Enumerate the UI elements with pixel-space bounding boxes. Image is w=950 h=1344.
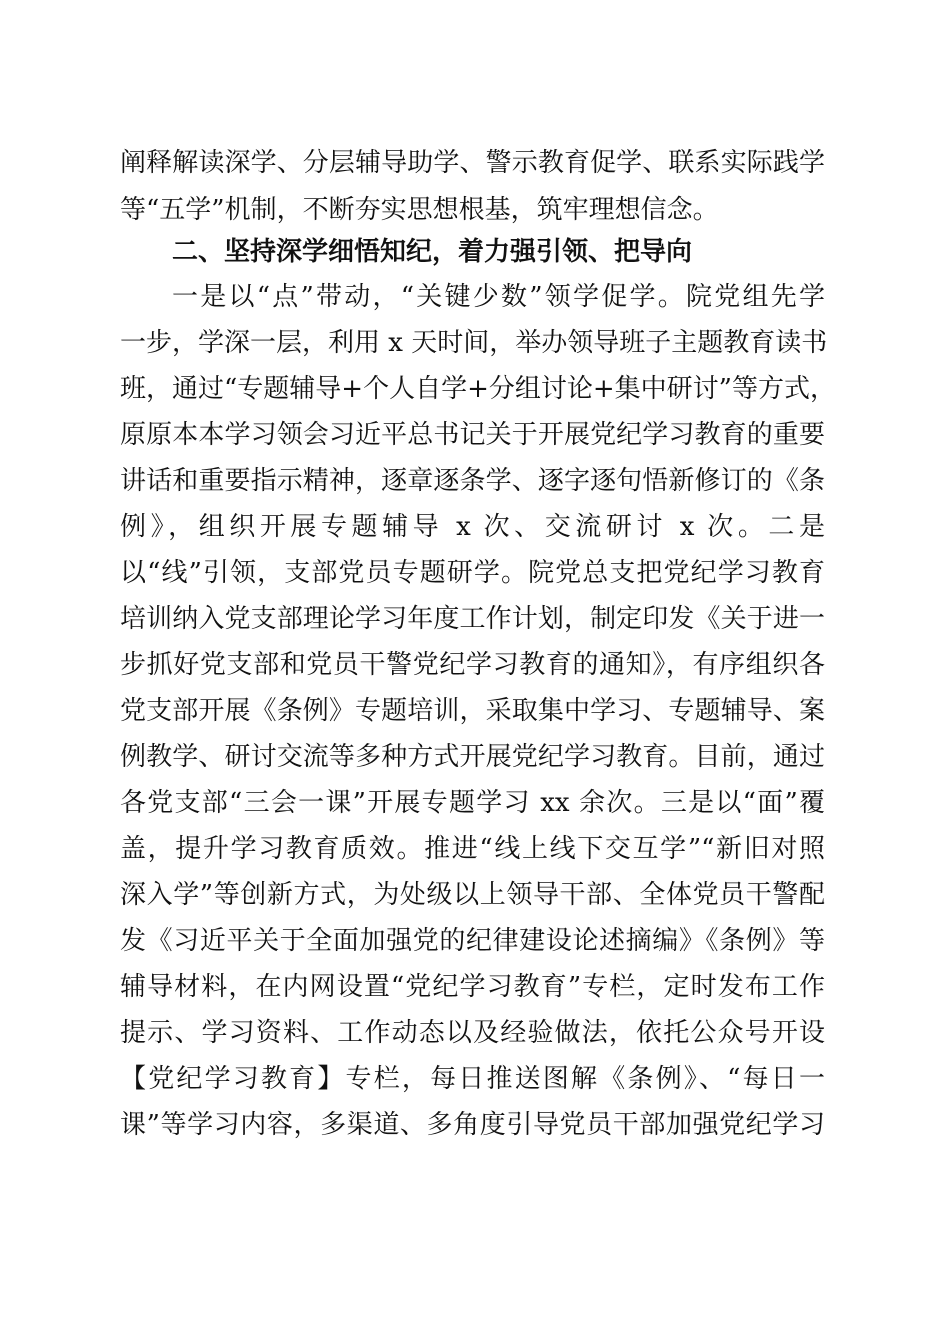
paragraph-2-line-7: 以“线”引领，支部党员专题研学。院党总支把党纪学习教育 [120, 558, 825, 588]
paragraph-2-line-6: 例》，组织开展专题辅导 x 次、交流研讨 x 次。二是 [120, 512, 825, 542]
section-heading-2: 二、坚持深学细悟知纪，着力强引领、把导向 [172, 237, 693, 267]
paragraph-2-line-1: 一是以“点”带动，“关键少数”领学促学。院党组先学 [172, 282, 825, 312]
paragraph-2-line-3: 班，通过“专题辅导+个人自学+分组讨论+集中研讨”等方式， [120, 374, 836, 404]
paragraph-2-line-10: 党支部开展《条例》专题培训，采取集中学习、专题辅导、案 [120, 696, 825, 726]
paragraph-2-line-11: 例教学、研讨交流等多种方式开展党纪学习教育。目前，通过 [120, 742, 825, 772]
paragraph-1-line-2: 等“五学”机制，不断夯实思想根基，筑牢理想信念。 [120, 195, 719, 225]
paragraph-2-line-17: 提示、学习资料、工作动态以及经验做法，依托公众号开设 [120, 1018, 825, 1048]
paragraph-2-line-13: 盖，提升学习教育质效。推进“线上线下交互学”“新旧对照 [120, 834, 825, 864]
paragraph-2-line-12: 各党支部“三会一课”开展专题学习 xx 余次。三是以“面”覆 [120, 788, 825, 818]
paragraph-2-line-9: 步抓好党支部和党员干警党纪学习教育的通知》，有序组织各 [120, 650, 825, 680]
paragraph-2-line-15: 发《习近平关于全面加强党的纪律建设论述摘编》《条例》等 [120, 926, 825, 956]
paragraph-1-line-1: 阐释解读深学、分层辅导助学、警示教育促学、联系实际践学 [120, 148, 825, 178]
paragraph-2-line-4: 原原本本学习领会习近平总书记关于开展党纪学习教育的重要 [120, 420, 825, 450]
paragraph-2-line-2: 一步，学深一层，利用 x 天时间，举办领导班子主题教育读书 [120, 328, 828, 358]
paragraph-2-line-16: 辅导材料，在内网设置“党纪学习教育”专栏，定时发布工作 [120, 972, 825, 1002]
paragraph-2-line-14: 深入学”等创新方式，为处级以上领导干部、全体党员干警配 [120, 880, 825, 910]
paragraph-2-line-18: 【党纪学习教育】专栏，每日推送图解《条例》、“每日一 [120, 1064, 825, 1094]
paragraph-2-line-19: 课”等学习内容，多渠道、多角度引导党员干部加强党纪学习 [120, 1110, 825, 1140]
paragraph-2-line-8: 培训纳入党支部理论学习年度工作计划，制定印发《关于进一 [120, 604, 825, 634]
paragraph-2-line-5: 讲话和重要指示精神，逐章逐条学、逐字逐句悟新修订的《条 [120, 466, 825, 496]
